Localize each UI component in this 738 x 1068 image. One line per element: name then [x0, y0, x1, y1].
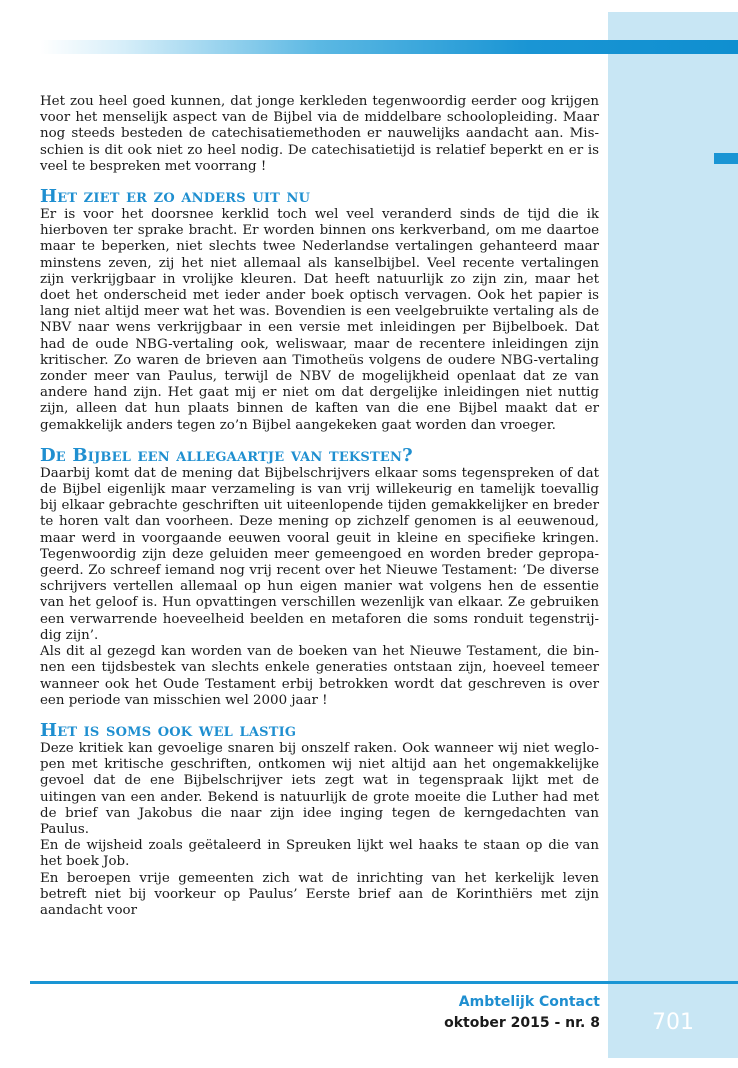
top-gradient-bar — [40, 40, 738, 54]
section-paragraph: En de wijsheid zoals geëtaleerd in Spreuken lijkt wel haaks te staan op die van het boek Job. — [40, 838, 599, 870]
page-number: 701 — [652, 1010, 694, 1035]
section-heading: De Bijbel een allegaartje van teksten? — [40, 444, 413, 466]
footer-rule — [30, 981, 738, 984]
article-body — [40, 94, 599, 919]
side-tab-marker — [714, 153, 738, 164]
side-column — [608, 12, 738, 1058]
section-paragraph: Deze kritiek kan gevoelige snaren bij onszelf raken. Ook wanneer wij niet weglopen met kritische geschriften, ontkomen wij niet altijd aan het ongemakkelijke gevoel dat de ene Bijbelschrijver iets zegt wat in tegenspraak lijkt met de uitingen van een ander. Bekend is natuurlijk de grote moeite die Luther had met de brief van Jakobus die naar zijn idee inging tegen de kerngedachten van Paulus. — [40, 740, 599, 837]
footer-journal-title: Ambtelijk Contact — [458, 994, 600, 1010]
footer-issue: oktober 2015 - nr. 8 — [444, 1015, 600, 1031]
section-paragraph: Daarbij komt dat de mening dat Bijbelschrijvers elkaar soms tegenspreken of dat de Bijbel eigenlijk maar verzameling is van vrij willekeurig en tamelijk toevallig bij elkaar gebrachte geschriften uit uiteenlopende tijden gemakkelijker en breder te horen valt dan voorheen. Deze mening op zichzelf genomen is al eeuwenoud, maar werd in voorgaande eeuwen vooral geuit in kleine en specifieke kringen. Tegenwoordig zijn deze geluiden meer gemeengoed en worden breder gepropageerd. Zo schreef iemand nog vrij recent over het Nieuwe Testament: ‘De diverse schrijvers vertellen allemaal op hun eigen manier wat volgens hen de essentie van het geloof is. Hun opvattingen verschillen wezenlijk van elkaar. Ze gebruiken een verwarrende hoeveelheid beelden en metaforen die soms ronduit tegenstrijdig zijn’. — [40, 465, 599, 643]
section-paragraph: En beroepen vrije gemeenten zich wat de inrichting van het kerkelijk leven betreft niet bij voorkeur op Paulus’ Eerste brief aan de Korinthiërs met zijn aandacht voor — [40, 870, 599, 918]
section-paragraph: Als dit al gezegd kan worden van de boeken van het Nieuwe Testament, die binnen een tijdsbestek van slechts enkele generaties ontstaan zijn, hoeveel temeer wanneer ook het Oude Testament erbij betrokken wordt dat geschreven is over een periode van misschien wel 2000 jaar ! — [40, 644, 599, 708]
section-heading: Het is soms ook wel lastig — [40, 719, 297, 741]
intro-paragraph: Het zou heel goed kunnen, dat jonge kerkleden tegenwoordig eerder oog krijgen voor het menselijk aspect van de Bijbel via de middelbare schoolopleiding. Maar nog steeds besteden de catechisatiemethoden er nauwelijks aandacht aan. Misschien is dit ook niet zo heel nodig. De catechisatietijd is relatief beperkt en er is veel te bespreken met voorrang ! — [40, 94, 599, 174]
section-paragraph: Er is voor het doorsnee kerklid toch wel veel veranderd sinds de tijd die ik hierboven ter sprake bracht. Er worden binnen ons kerkverband, om me daartoe maar te beperken, niet slechts twee Nederlandse vertalingen gehanteerd maar minstens zeven, zij het niet allemaal als kanselbijbel. Veel recente vertalingen zijn verkrijgbaar in vrolijke kleuren. Dat heeft natuurlijk zo zijn zin, maar het doet het onderscheid met ieder ander boek optisch vervagen. Ook het papier is lang niet altijd meer wat het was. Bovendien is een veelgebruikte vertaling als de NBV naar wens verkrijgbaar in een versie met inleidingen per Bijbelboek. Dat had de oude NBG-vertaling ook, weliswaar, maar de recentere inleidingen zijn kritischer. Zo waren de brieven aan Timotheüs volgens de oudere NBG-vertaling zonder meer van Paulus, terwijl de NBV de mogelijkheid openlaat dat ze van andere hand zijn. Het gaat mij er niet om dat dergelijke inleidingen niet nuttig zijn, alleen dat hun plaats binnen de kaften van die ene Bijbel maakt dat er gemakkelijk anders tegen zo’n Bijbel aangekeken gaat worden dan vroeger. — [40, 207, 599, 433]
section-heading: Het ziet er zo anders uit nu — [40, 186, 311, 208]
